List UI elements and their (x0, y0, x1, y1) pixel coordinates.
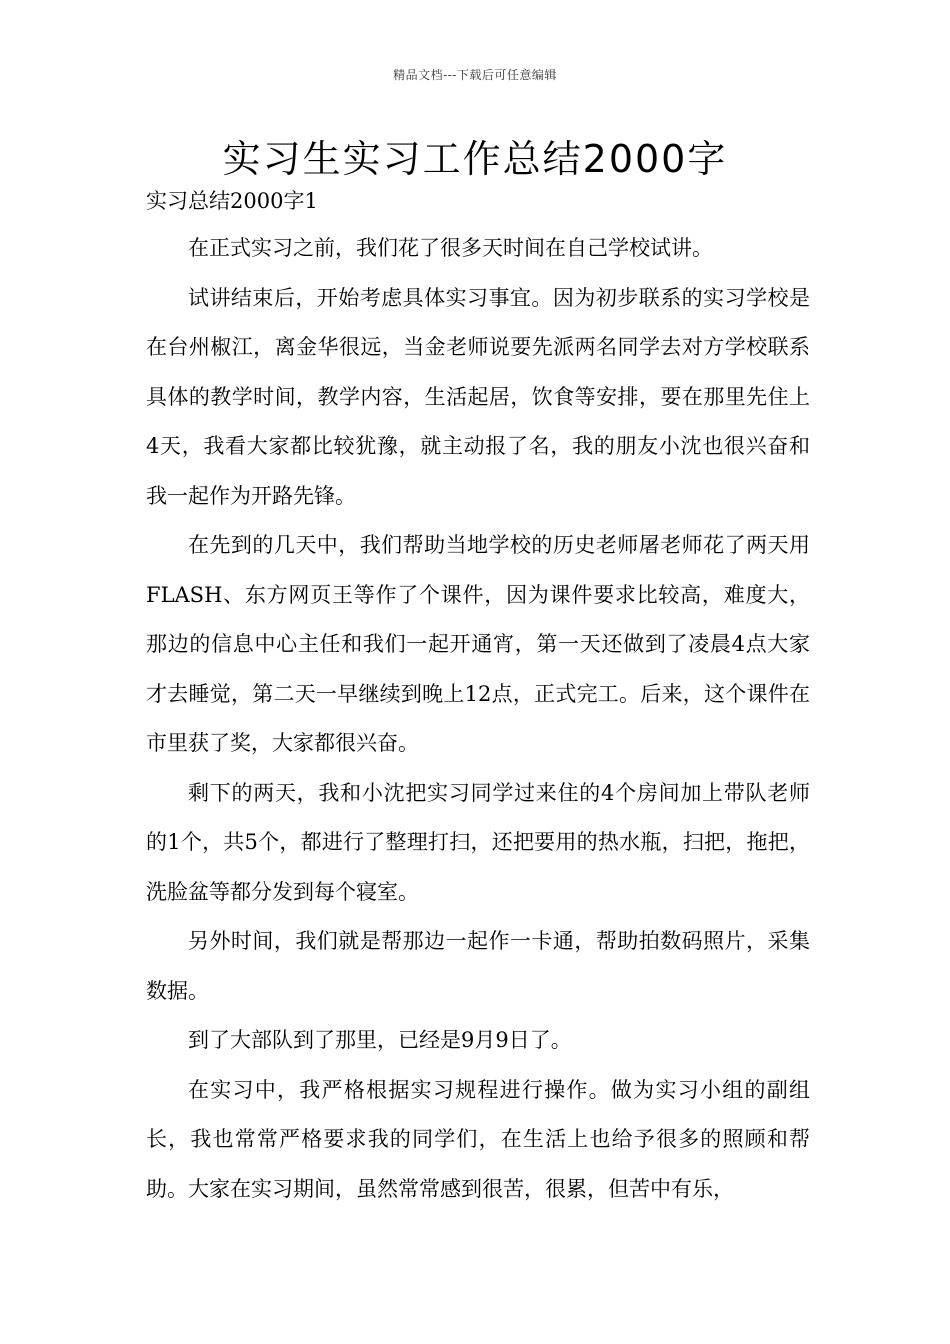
paragraph: 试讲结束后，开始考虑具体实习事宜。因为初步联系的实习学校是在台州椒江，离金华很远，当金老师说要先派两名同学去对方学校联系具体的教学时间，教学内容，生活起居，饮食等安排，要在那里先住上4天，我看大家都比较犹豫，就主动报了名，我的朋友小沈也很兴奋和我一起作为开路先锋。 (146, 285, 810, 508)
header-note: 精品文档---下载后可任意编辑 (393, 68, 557, 82)
paragraph: 另外时间，我们就是帮那边一起作一卡通，帮助拍数码照片，采集数据。 (146, 929, 810, 1003)
paragraph: 在实习中，我严格根据实习规程进行操作。做为实习小组的副组长，我也常常严格要求我的同学们，在生活上也给予很多的照顾和帮助。大家在实习期间，虽然常常感到很苦，很累，但苦中有乐， (146, 1077, 810, 1201)
section-subtitle: 实习总结2000字1 (146, 189, 318, 213)
paragraph: 在正式实习之前，我们花了很多天时间在自己学校试讲。 (188, 236, 713, 260)
document-title: 实习生实习工作总结2000字 (222, 137, 728, 181)
paragraph: 到了大部队到了那里，已经是9月9日了。 (188, 1028, 572, 1052)
paragraph: 在先到的几天中，我们帮助当地学校的历史老师屠老师花了两天用FLASH、东方网页王等作了个课件，因为课件要求比较高，难度大，那边的信息中心主任和我们一起开通宵，第一天还做到了凌晨4点大家才去睡觉，第二天一早继续到晚上12点，正式完工。后来，这个课件在市里获了奖，大家都很兴奋。 (146, 533, 810, 755)
document-body (146, 178, 810, 1214)
paragraph: 剩下的两天，我和小沈把实习同学过来住的4个房间加上带队老师的1个，共5个，都进行了整理打扫，还把要用的热水瓶，扫把，拖把，洗脸盆等都分发到每个寝室。 (146, 780, 810, 904)
